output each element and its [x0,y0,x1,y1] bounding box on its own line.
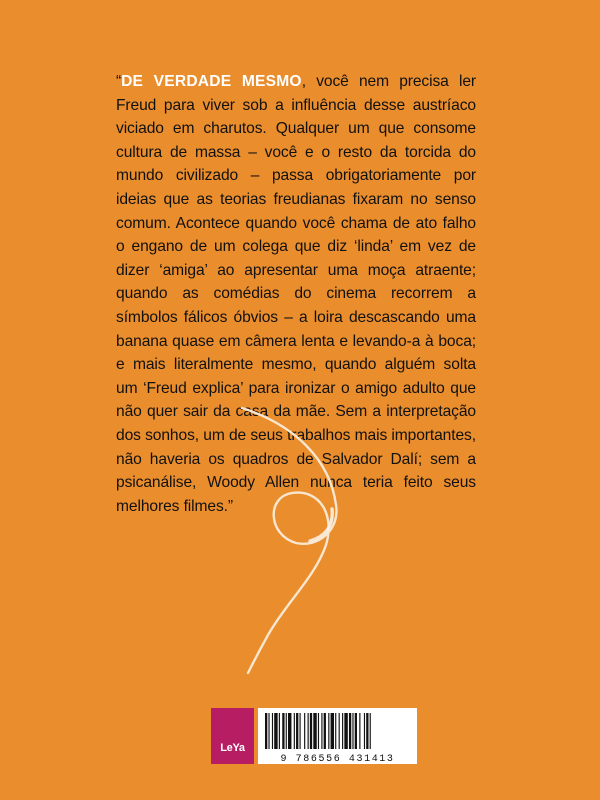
publisher-barcode-block [211,708,417,764]
isbn-number: 9 786556 431413 [280,754,395,765]
blurb-body-text: , você nem precisa ler Freud para viver sob a influência desse austríaco viciado em charutos. Qualquer um que consome cultura de massa – você e o resto da torcida do mundo civilizado – passa obrigatoriamente por ideias que as teorias freudianas fixaram no senso comum. Acontece quando você chama de ato falho o engano de um colega que diz ‘linda’ em vez de dizer ‘amiga’ ao apresentar uma moça atraente; quando as comédias do cinema recorrem a símbolos fálicos óbvios – a loira descascando uma banana quase em câmera lenta e levando-a à boca; e mais literalmente mesmo, quando alguém solta um ‘Freud explica’ para ironizar o amigo adulto que não quer sair da casa da mãe. Sem a interpretação dos sonhos, um de seus trabalhos mais importantes, não haveria os quadros de Salvador Dalí; sem a psicanálise, Woody Allen nunca teria feito seus melhores filmes.” [116,73,477,515]
opening-quote-mark: “ [116,73,122,90]
swirl-line-icon [240,405,390,675]
blurb-lead-phrase: DE VERDADE MESMO [121,73,302,90]
publisher-logo [211,708,254,764]
barcode-icon [264,713,411,749]
publisher-logo-text: LeYa [220,742,245,754]
barcode-box [258,708,417,764]
